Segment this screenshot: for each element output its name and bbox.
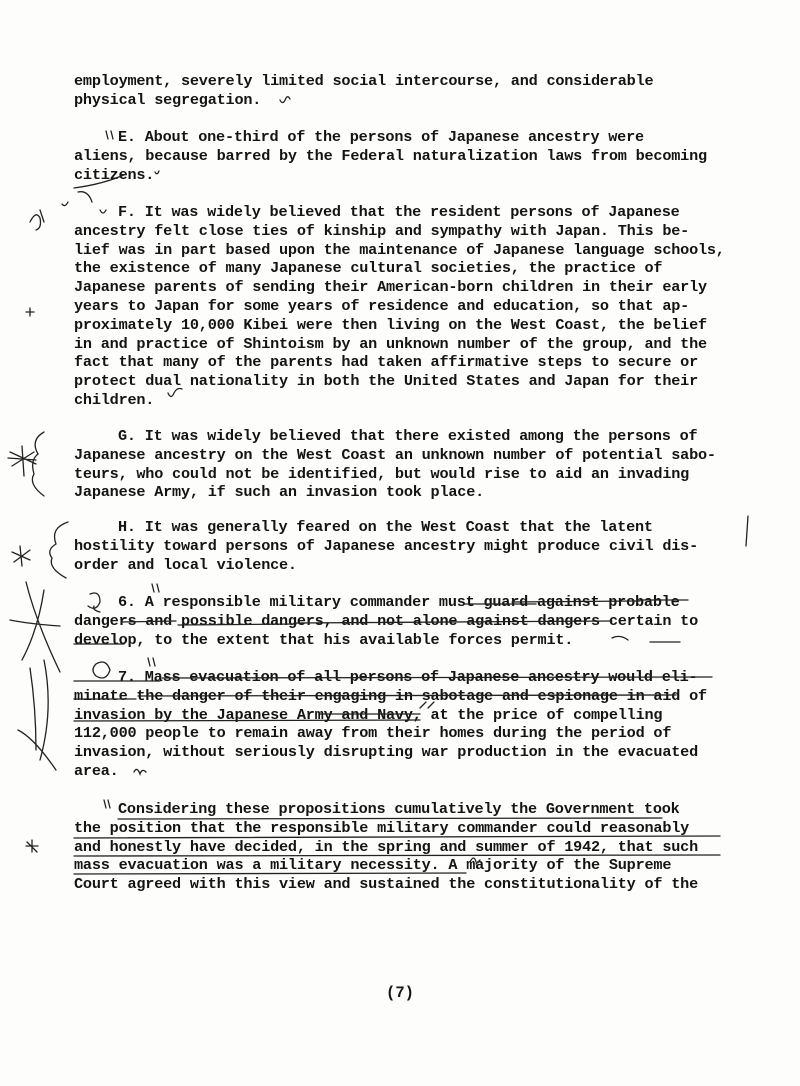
check-mark-icon (152, 584, 159, 592)
paragraph-g (74, 427, 764, 502)
page-number: (7) (386, 984, 414, 1002)
text-line: aliens, because barred by the Federal naturalization laws from becoming (74, 146, 707, 165)
bracket-icon (32, 432, 44, 496)
text-line: ancestry felt close ties of kinship and sympathy with Japan. This be- (74, 221, 690, 240)
text-line: teurs, who could not be identified, but would rise to aid an invading (74, 464, 690, 483)
text-line: Court agreed with this view and sustained the constitutionality of the (74, 875, 698, 894)
text-line: employment, severely limited social intercourse, and considerable (74, 72, 654, 90)
text-line: in and practice of Shintoism by an unknown number of the group, and the (74, 334, 707, 353)
text-line: area. (74, 761, 119, 780)
text-line: mass evacuation was a military necessity. A majority of the Supreme (74, 856, 672, 875)
paragraph-e (74, 128, 764, 184)
text-line: dangers and possible dangers, and not alone against dangers certain to (74, 611, 698, 630)
paragraph-conclusion (74, 800, 764, 894)
text-line: develop, to the extent that his available forces permit. (74, 630, 574, 649)
star-icon (8, 446, 36, 476)
text-line: and honestly have decided, in the spring and summer of 1942, that such (74, 837, 698, 856)
check-mark-icon (148, 658, 155, 666)
text-line: the existence of many Japanese cultural societies, the practice of (74, 259, 663, 278)
text-line: children. (74, 390, 155, 409)
text-line: invasion, without seriously disrupting war production in the evacuated (74, 743, 698, 762)
text-line: invasion by the Japanese Army and Navy, at the price of compelling (74, 705, 663, 724)
text-line: Japanese parents of sending their American-born children in their early (74, 278, 707, 297)
text-line: hostility toward persons of Japanese ancestry might produce civil dis- (74, 536, 698, 555)
paragraph-f (74, 203, 764, 410)
star-icon (26, 308, 34, 316)
text-line: H. It was generally feared on the West Coast that the latent (118, 518, 653, 536)
text-line: lief was in part based upon the maintenance of Japanese language schools, (74, 240, 725, 259)
paragraph-intro (74, 72, 764, 110)
text-line: citizens. (74, 165, 155, 184)
text-line: order and local violence. (74, 555, 297, 574)
text-line: physical segregation. (74, 90, 262, 109)
text-line: G. It was widely believed that there existed among the persons of (118, 427, 698, 445)
margin-cross (18, 660, 56, 770)
text-line: 112,000 people to remain away from their homes during the period of (74, 724, 672, 743)
text-line: the position that the responsible military commander could reasonably (74, 818, 690, 837)
text-line: Considering these propositions cumulatively the Government took (118, 800, 680, 818)
text-line: Japanese ancestry on the West Coast an unknown number of potential sabo- (74, 445, 716, 464)
bracket-icon (50, 522, 68, 578)
text-line: years to Japan for some years of residence and education, so that ap- (74, 296, 690, 315)
text-line: minate the danger of their engaging in sabotage and espionage in aid of (74, 686, 707, 705)
paragraph-7 (74, 668, 764, 781)
margin-cross (10, 582, 60, 672)
text-line: fact that many of the parents had taken affirmative steps to secure or (74, 353, 698, 372)
text-line: F. It was widely believed that the resident persons of Japanese (118, 203, 680, 221)
text-line: Japanese Army, if such an invasion took place. (74, 483, 485, 502)
text-line: proximately 10,000 Kibei were then living on the West Coast, the belief (74, 315, 707, 334)
paragraph-h (74, 518, 764, 574)
text-line: 6. A responsible military commander must guard against probable (118, 593, 680, 611)
text-line: E. About one-third of the persons of Japanese ancestry were (118, 128, 644, 146)
text-line: 7. Mass evacuation of all persons of Japanese ancestry would eli- (118, 668, 698, 686)
text-line: protect dual nationality in both the United States and Japan for their (74, 372, 698, 391)
paragraph-6 (74, 593, 764, 649)
star-icon (26, 840, 38, 852)
star-icon (12, 546, 30, 566)
